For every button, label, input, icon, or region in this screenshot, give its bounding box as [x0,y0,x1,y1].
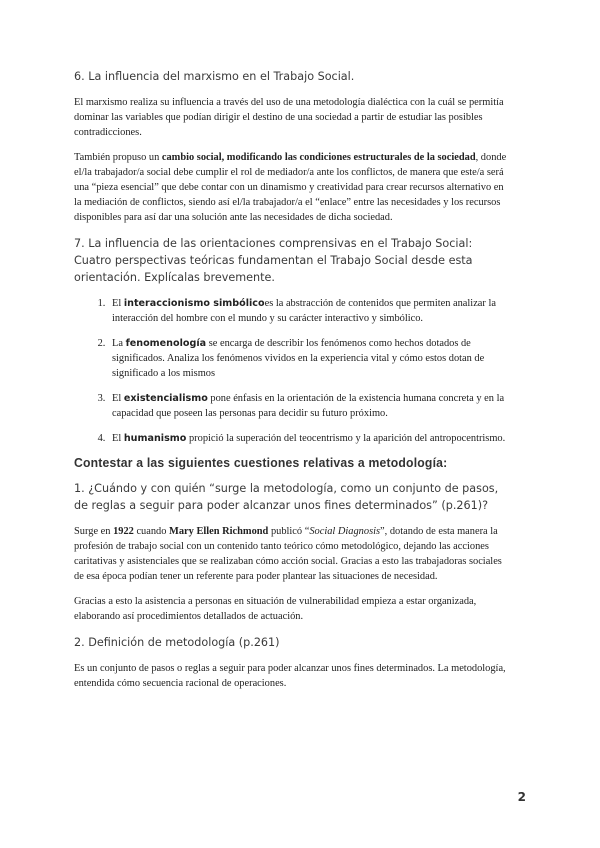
term-bold: existencialismo [123,393,208,404]
paragraph-q2-1: Es un conjunto de pasos o reglas a seguir para poder alcanzar unos fines determinados. La metodología, entendida cómo secuencia racional de operaciones. [74,663,506,689]
heading-marxismo: 6. La influencia del marxismo en el Trabajo Social. [74,70,355,83]
bold-name: Mary Ellen Richmond [169,526,269,537]
paragraph-marxismo-2: También propuso un cambio social, modificando las condiciones estructurales de la sociedad, donde el/la trabajador/a social debe cumplir el rol de mediador/a ante los conflictos, de manera que este/a será una “pieza esencial” que debe contar con un dinamismo y creatividad para crear recursos alternativo en la mediación de conflictos, siendo así el/la trabajador/a el “enlace” entre las necesidades y los recursos disponibles para así dar una solución ante las necesidades de dicha sociedad. [74,152,507,223]
bold-cambio-social: cambio social, modificando las condiciones estructurales de la sociedad [161,152,476,163]
heading-q2: 2. Definición de metodología (p.261) [74,636,280,649]
page-number: 2 [517,790,526,804]
perspectives-list [74,296,512,446]
book-title: Social Diagnosis [309,526,381,537]
list-item: 2. La fenomenología se encarga de describir los fenómenos como hechos dotados de significados. Analiza los fenómenos vividos en la experiencia vital y cómo estos dotan de significado a los mismos [108,336,512,381]
list-item: 1. El interaccionismo simbólicoes la abstracción de contenidos que permiten analizar la interacción del hombre con el mundo y su carácter interactivo y simbólico. [108,296,512,326]
paragraph-marxismo-1: El marxismo realiza su influencia a través del uso de una metodología dialéctica con la cuál se permitía dominar las variables que podían dirigir el destino de una sociedad a partir de estudiar las posibles contradicciones. [74,97,504,138]
list-item: 4. El humanismo propició la superación del teocentrismo y la aparición del antropocentrismo. [108,431,512,446]
term-bold: fenomenología [125,338,207,349]
heading-orientaciones: 7. La influencia de las orientaciones comprensivas en el Trabajo Social: Cuatro perspectivas teóricas fundamentan el Trabajo Social desde esta orientación. Explícalas brevemente. [74,237,473,284]
term-bold: interaccionismo simbólico [123,298,265,309]
term-bold: humanismo [123,433,187,444]
section-title: Contestar a las siguientes cuestiones relativas a metodología: [74,455,448,471]
list-item: 3. El existencialismo pone énfasis en la orientación de la existencia humana concreta y en la capacidad que poseen las personas para decidir su futuro próximo. [108,391,512,421]
heading-q1: 1. ¿Cuándo y con quién “surge la metodología, como un conjunto de pasos, de reglas a seguir para poder alcanzar unos fines determinados” (p.261)? [74,482,499,512]
paragraph-q1-2: Gracias a esto la asistencia a personas en situación de vulnerabilidad empieza a estar organizada, elaborando así procedimientos detallados de actuación. [74,596,477,622]
paragraph-q1-1: Surge en 1922 cuando Mary Ellen Richmond publicó “Social Diagnosis”, dotando de esta manera la profesión de trabajo social con un contenido tanto teórico cómo metodológico, dejando las acciones caritativas y asistenciales que se realizaban cómo acción social. Gracias a esto las trabajadoras sociales de esa época podían tener un referente para poder plantear las situaciones de necesidad. [74,526,502,582]
bold-year: 1922 [113,526,134,537]
